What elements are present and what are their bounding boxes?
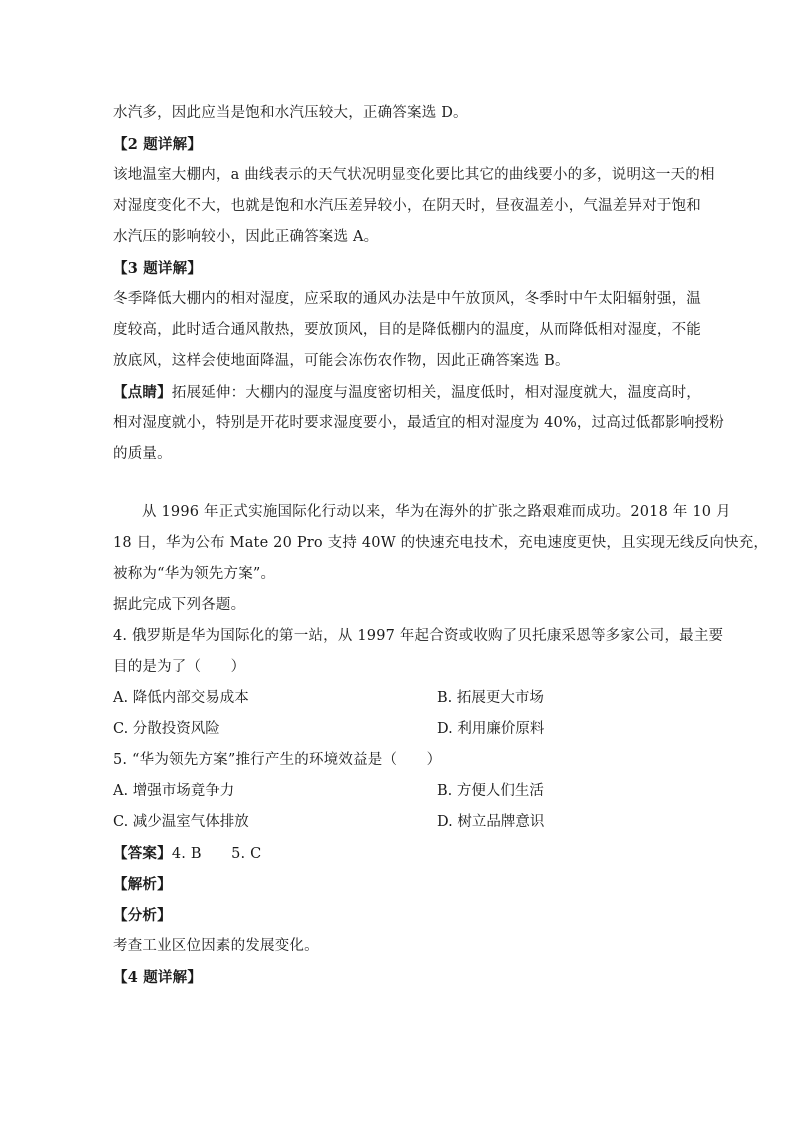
passage-line-2: 18 日，华为公布 Mate 20 Pro 支持 40W 的快速充电技术，充电速度更快，且实现无线反向快充， [113, 535, 769, 551]
analysis-heading: 【解析】 [113, 876, 172, 893]
passage-line-1: 从 1996 年正式实施国际化行动以来，华为在海外的扩张之路艰难而成功。2018 年 10 月 [142, 504, 731, 520]
q2-line-2: 对湿度变化不大，也就是饱和水汽压差异较小，在阴天时，昼夜温差小，气温差异对于饱和 [113, 198, 701, 214]
answer-text: 4. B 5. C [171, 846, 262, 862]
q2-line-1: 该地温室大棚内，a 曲线表示的天气状况明显变化要比其它的曲线要小的多，说明这一天的相 [113, 167, 715, 183]
tip-first-line: 拓展延伸：大棚内的湿度与温度密切相关，温度低时，相对湿度就大，温度高时， [171, 385, 702, 401]
answer-tag: 【答案】 [113, 845, 172, 862]
q5-options-row-2 [113, 807, 688, 838]
q4-options-row-1 [113, 683, 688, 714]
q5-option-c: C. 减少温室气体排放 [113, 814, 249, 830]
q4-stem-line-2: 目的是为了（ ） [113, 659, 246, 675]
passage-instruction: 据此完成下列各题。 [113, 597, 246, 613]
q4-option-c: C. 分散投资风险 [113, 721, 220, 737]
q4-stem-line-1: 4. 俄罗斯是华为国际化的第一站，从 1997 年起合资或收购了贝托康采恩等多家公司，最主要 [113, 628, 724, 644]
fenxi-heading: 【分析】 [113, 907, 172, 924]
answer-line [113, 838, 688, 869]
tip-line-2: 相对湿度就小，特别是开花时要求湿度要小，最适宜的相对湿度为 40%，过高过低都影响授粉 [113, 415, 724, 431]
q2-line-3: 水汽压的影响较小，因此正确答案选 A。 [113, 229, 379, 245]
q4-options-row-2 [113, 714, 688, 745]
q4-detail-heading: 【4 题详解】 [113, 969, 203, 986]
q5-stem: 5. “华为领先方案”推行产生的环境效益是（ ） [113, 752, 442, 768]
passage-line-3: 被称为“华为领先方案”。 [113, 566, 276, 582]
q4-option-a: A. 降低内部交易成本 [113, 690, 249, 706]
continuation-text: 水汽多，因此应当是饱和水汽压较大，正确答案选 D。 [113, 105, 468, 121]
q5-option-d: D. 树立品牌意识 [437, 814, 545, 830]
document-page [113, 98, 769, 993]
q3-line-1: 冬季降低大棚内的相对湿度，应采取的通风办法是中午放顶风，冬季时中午太阳辐射强，温 [113, 291, 701, 307]
section-gap [113, 470, 688, 497]
q3-line-2: 度较高，此时适合通风散热，要放顶风，目的是降低棚内的温度，从而降低相对湿度，不能 [113, 322, 701, 338]
q5-option-a: A. 增强市场竟争力 [113, 783, 235, 799]
q2-heading: 【2 题详解】 [113, 136, 203, 153]
tip-tag: 【点睛】 [113, 384, 172, 401]
q5-options-row-1 [113, 776, 688, 807]
q3-line-3: 放底风，这样会使地面降温，可能会冻伤农作物，因此正确答案选 B。 [113, 353, 570, 369]
q4-option-b: B. 拓展更大市场 [437, 690, 544, 706]
q3-heading: 【3 题详解】 [113, 260, 203, 277]
tip-paragraph [113, 377, 702, 408]
q4-option-d: D. 利用廉价原料 [437, 721, 545, 737]
fenxi-text: 考查工业区位因素的发展变化。 [113, 938, 319, 954]
tip-line-3: 的质量。 [113, 446, 172, 462]
q5-option-b: B. 方便人们生活 [437, 783, 544, 799]
